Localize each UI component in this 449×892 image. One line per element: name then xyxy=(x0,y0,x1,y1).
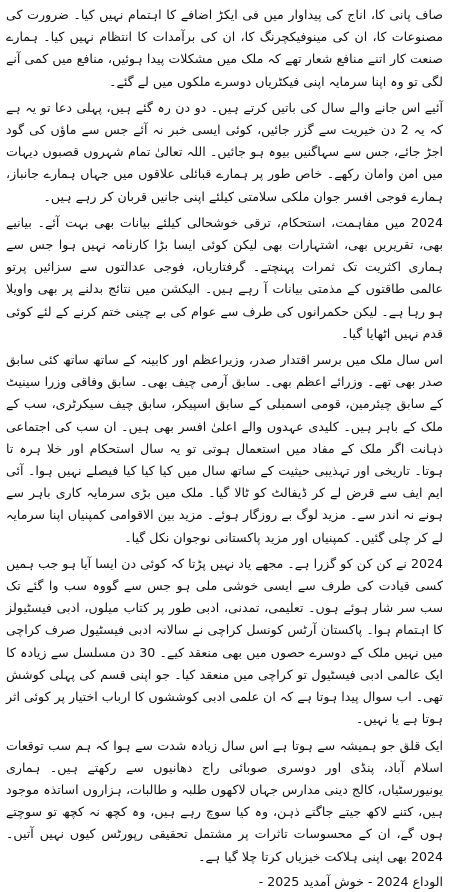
paragraph-5: 2024 نے کن کن کو گزرا ہے۔ مجھے یاد نہیں پڑتا کہ کوئی دن ایسا آیا ہو جب ہمیں کسی قیادت کی طرف سے ایسی خوشی ملی ہو جس سے گووہ سب وا گئے تک سب سر شار ہوئے ہوں۔ تعلیمی، تمدنی، ادبی طور پر کتاب میلوں، ادبی فیسٹیولز کا اہتمام ہوا۔ پاکستان آرٹس کونسل کراچی نے سالانہ ادبی فیسٹیول صرف کراچی میں نہیں ملک کے دوسرے حصوں میں بھی منعقد کیے۔ 30 دن مسلسل سے زیادہ کا ایک عالمی ادبی فیسٹیول تو کراچی میں منعقد کیا۔ جو اپنی قسم کی پہلی کوشش تھی۔ اب سوال پیدا ہوتا ہے کہ ان علمی ادبی کوششوں کا ارباب اختیار پر کوئی اثر ہوتا ہے یا نہیں۔ xyxy=(6,555,443,727)
paragraph-1: صاف پانی کا، اناج کی پیداوار میں فی ایکڑ اضافے کا اہتمام نہیں کیا۔ ضرورت کی مصنوعات کا، ان کی مینوفیکچرنگ کا، ان کی برآمدات کا انتظام نہیں کیا۔ ہمارے صنعت کار اتنے منافع شعار تھے کہ ملک میں مشکلات پیدا ہوئیں، منافع میں کمی آنے لگی تو وہ اپنا سرمایہ اپنی فیکٹریاں دوسرے ملکوں میں لے گئے۔ xyxy=(6,7,443,89)
paragraph-3: 2024 میں مفاہمت، استحکام، ترقی خوشحالی کیلئے بیانات بھی بہت آئے۔ بیانیے بھی، تقریریں بھی، اشتہارات بھی لیکن کوئی ایسا بڑا کارنامہ نہیں ہوا جس سے ہماری اکثریت تک ثمرات پہنچتے۔ گرفتاریاں، فوجی عدالتوں سے سزائیں پرتو عالمی طاقتوں کے مذمتی بیانات آ رہے ہیں۔ الیکشن میں نتائج بدلنے پر بھی واویلا ہو رہا ہے۔ لیکن حکمرانوں کی طرف سے عوام کی بے چینی ختم کرنے کے لئے کوئی قدم نہیں اٹھایا گیا۔ xyxy=(6,214,443,341)
paragraph-4: اس سال ملک میں برسر اقتدار صدر، وزیراعظم اور کابینہ کے ساتھ ساتھ کئی سابق صدر بھی تھے۔ وزرائے اعظم بھی۔ سابق آرمی چیف بھی۔ سابق وفاقی وزرا سینیٹ کے سابق چیئرمین، قومی اسمبلی کے سابق اسپیکر، سابق چیف سیکرٹری، سب کے ملک کے باہر ہیں۔ کلیدی عہدوں والے اعلیٰ افسر بھی ہیں۔ ان سب کی اجتماعی ذہانت اگر ملک کے مفاد میں استعمال ہوتی تو یہ سال استحکام اور خلا ہرہ تا ہوتا۔ تاریخی اور تہذیبی حیثیت کے ساتھ سال میں کیا کیا کیا فیصلے نہیں ہوا۔ آئی ایم ایف سے قرض لے کر ڈیفالٹ کو ٹالا گیا۔ ملک میں بڑی سرمایہ کاری باہر سے ہونے نہ اندر سے۔ مزید لوگ بے روزگار ہوئے۔ مزید بین الاقوامی کمپنیاں اپنا سرمایہ لے کر چلی گئیں۔ کمپنیاں اور مزید پاکستانی نوجوان نکل گیا۔ xyxy=(6,352,443,545)
paragraph-2: آئیے اس جانے والے سال کی باتیں کرتے ہیں۔ دو دن رہ گئے ہیں، پہلی دعا تو یہ ہے کہ یہ 2 دن خیریت سے گزر جائیں، کوئی ایسی خبر نہ آئے جس سے ماؤں کی گود اجڑ جائے، جس سے سہاگنیں بیوہ ہو جائیں۔ اللہ تعالیٰ تمام شہروں قصبوں دیہات میں امن وامان رکھے۔ خاص طور پر ہمارے قبائلی علاقوں میں جہاں ہمارے جانباز، ہمارے فوجی افسر جوان ملکی سلامتی کیلئے اپنی جانیں قربان کر رہے ہیں۔ xyxy=(6,99,443,204)
farewell-line: الوداع 2024 - خوش آمدید 2025 - xyxy=(258,873,443,889)
paragraph-6: ایک قلق جو ہمیشہ سے ہوتا ہے اس سال زیادہ شدت سے ہوا کہ ہم سب توقعات اسلام آباد، پنڈی اور دوسری صوبائی راج دھانیوں سے رکھتے ہیں۔ ہماری یونیورسٹیاں، کالج دینی مدارس جہاں لاکھوں طلبہ و طالبات، ہزاروں اساتذہ موجود ہیں، کتنے لاکھ جیتے جاگتے ذہن، وہ کیا سوچ رہے ہیں، وہ کچھ نہ کچھ تو سوچتے ہوں گے، ان کے محسوسات تاثرات پر مشتمل تحقیقی رپورٹس کیوں نہیں آتیں۔ 2024 بھی اپنی ہلاکت خیزیاں کرتا چلا گیا ہے۔ xyxy=(6,737,443,864)
